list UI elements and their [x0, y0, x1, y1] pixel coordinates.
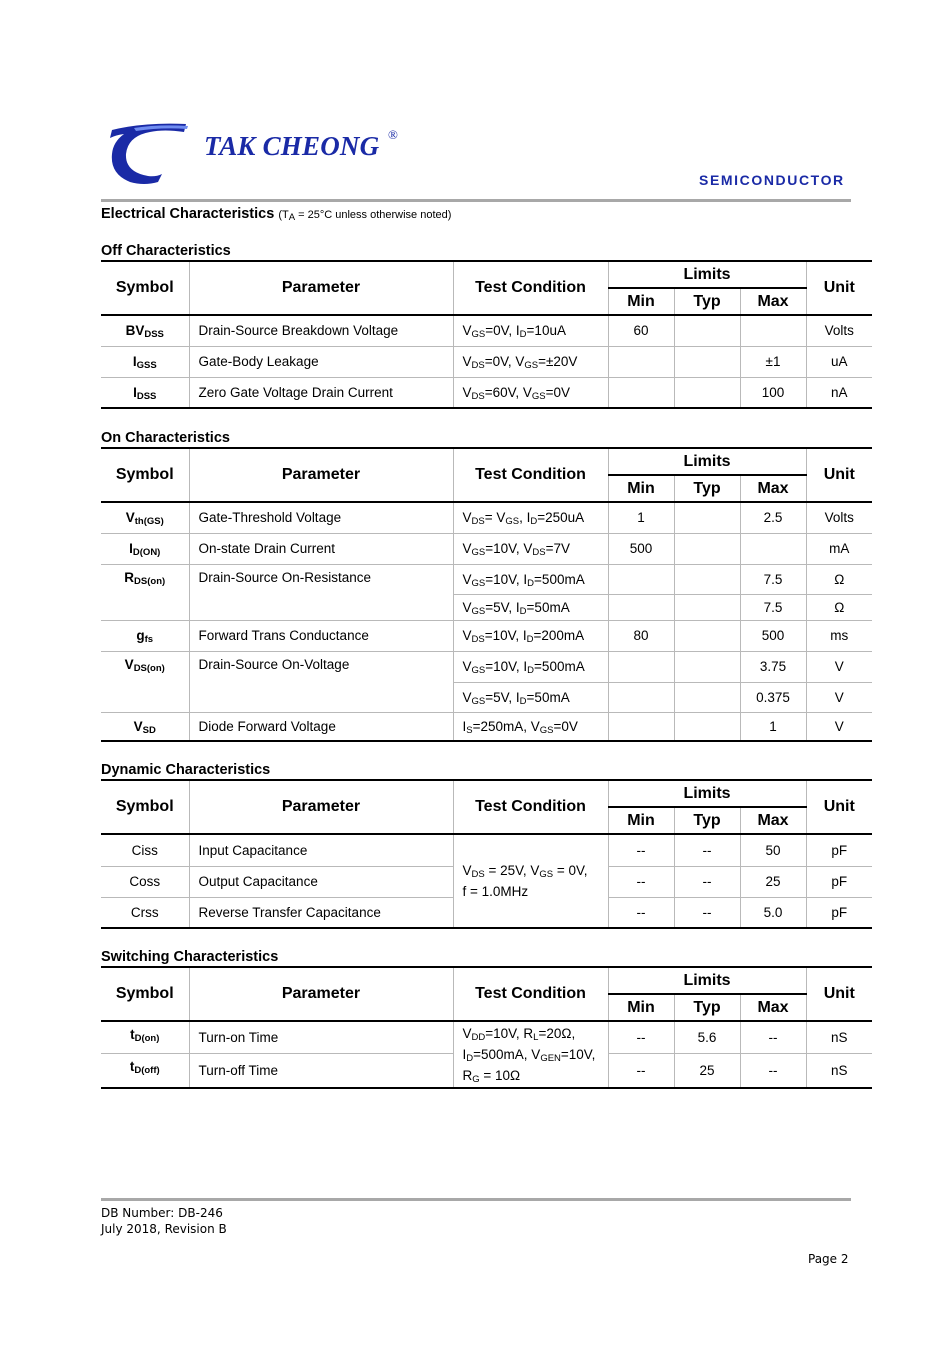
col-min: Min [608, 288, 674, 315]
table-row [101, 315, 872, 346]
section-title-switching: Switching Characteristics [101, 949, 279, 965]
max-cell: 50 [740, 834, 806, 866]
parameter-cell: Turn-off Time [189, 1053, 453, 1088]
typ-cell: -- [674, 866, 740, 897]
typ-cell: -- [674, 834, 740, 866]
col-condition: Test Condition [453, 967, 608, 1021]
min-cell: -- [608, 1021, 674, 1053]
col-max: Max [740, 475, 806, 502]
max-cell: 7.5 [740, 594, 806, 620]
max-cell: ±1 [740, 346, 806, 377]
col-typ: Typ [674, 807, 740, 834]
table-row [101, 377, 872, 408]
parameter-cell: Drain-Source On-Resistance [189, 564, 453, 620]
unit-cell: pF [806, 834, 872, 866]
unit-cell: V [806, 712, 872, 741]
typ-cell [674, 651, 740, 682]
min-cell: 1 [608, 502, 674, 533]
col-typ: Typ [674, 475, 740, 502]
symbol-cell: $t_{D(on)}$ [101, 1021, 189, 1053]
table-row [101, 712, 872, 741]
col-min: Min [608, 807, 674, 834]
symbol-cell: $V_{DS(on)}$ [101, 651, 189, 712]
col-unit: Unit [806, 261, 872, 315]
min-cell: 80 [608, 620, 674, 651]
max-cell: 5.0 [740, 897, 806, 928]
condition-cell: $V_{DS}= V_{GS}$, $I_D=250uA$ [453, 502, 608, 533]
col-unit: Unit [806, 780, 872, 834]
unit-cell: V [806, 651, 872, 682]
min-cell [608, 377, 674, 408]
dynamic-characteristics-table [101, 779, 872, 929]
col-symbol: Symbol [101, 967, 189, 1021]
col-parameter: Parameter [189, 967, 453, 1021]
col-max: Max [740, 807, 806, 834]
title-note: ($T_A = 25^\circ C$ unless otherwise noted) [278, 209, 452, 223]
parameter-cell: On-state Drain Current [189, 533, 453, 564]
col-unit: Unit [806, 967, 872, 1021]
footer-divider [101, 1198, 851, 1201]
max-cell: 1 [740, 712, 806, 741]
symbol-cell: $I_{DSS}$ [101, 377, 189, 408]
parameter-cell: Diode Forward Voltage [189, 712, 453, 741]
typ-cell: 25 [674, 1053, 740, 1088]
min-cell: -- [608, 866, 674, 897]
registered-mark: ® [388, 127, 398, 142]
col-parameter: Parameter [189, 261, 453, 315]
db-number: DB Number: DB-246 [101, 1206, 223, 1220]
col-typ: Typ [674, 994, 740, 1021]
parameter-cell: Drain-Source On-Voltage [189, 651, 453, 712]
condition-cell: $V_{GS}=5V$, $I_D=50mA$ [453, 682, 608, 712]
page-number: Page 2 [808, 1252, 849, 1266]
section-title-off: Off Characteristics [101, 243, 231, 259]
page-title [101, 206, 451, 222]
unit-cell: uA [806, 346, 872, 377]
max-cell [740, 533, 806, 564]
symbol-cell: $BV_{DSS}$ [101, 315, 189, 346]
unit-cell: Ω [806, 594, 872, 620]
off-characteristics-table [101, 260, 872, 409]
col-typ: Typ [674, 288, 740, 315]
max-cell: 0.375 [740, 682, 806, 712]
parameter-cell: Turn-on Time [189, 1021, 453, 1053]
max-cell: 3.75 [740, 651, 806, 682]
symbol-cell: Coss [101, 866, 189, 897]
typ-cell [674, 377, 740, 408]
unit-cell: nA [806, 377, 872, 408]
condition-cell: $V_{GS}=10V$, $I_D=500mA$ [453, 564, 608, 594]
condition-cell: $V_{DS}=0V$, $V_{GS}=\pm 20V$ [453, 346, 608, 377]
parameter-cell: Gate-Threshold Voltage [189, 502, 453, 533]
typ-cell: 5.6 [674, 1021, 740, 1053]
symbol-cell: $t_{D(off)}$ [101, 1053, 189, 1088]
parameter-cell: Gate-Body Leakage [189, 346, 453, 377]
symbol-cell: Crss [101, 897, 189, 928]
typ-cell: -- [674, 897, 740, 928]
min-cell [608, 346, 674, 377]
max-cell: -- [740, 1053, 806, 1088]
col-limits: Limits [608, 780, 806, 807]
table-row [101, 651, 872, 682]
unit-cell: mA [806, 533, 872, 564]
col-condition: Test Condition [453, 780, 608, 834]
min-cell: 60 [608, 315, 674, 346]
unit-cell: Ω [806, 564, 872, 594]
symbol-cell: $V_{SD}$ [101, 712, 189, 741]
max-cell: -- [740, 1021, 806, 1053]
min-cell: -- [608, 834, 674, 866]
min-cell [608, 682, 674, 712]
typ-cell [674, 564, 740, 594]
tak-cheong-logo-icon [104, 116, 194, 186]
col-limits: Limits [608, 448, 806, 475]
unit-cell: pF [806, 897, 872, 928]
unit-cell: ms [806, 620, 872, 651]
symbol-cell: $R_{DS(on)}$ [101, 564, 189, 620]
max-cell: 25 [740, 866, 806, 897]
header-divider [101, 199, 851, 202]
on-characteristics-table [101, 447, 872, 742]
typ-cell [674, 712, 740, 741]
condition-cell: $V_{GS}=0V$, $I_D=10uA$ [453, 315, 608, 346]
unit-cell: nS [806, 1053, 872, 1088]
parameter-cell: Drain-Source Breakdown Voltage [189, 315, 453, 346]
col-symbol: Symbol [101, 780, 189, 834]
typ-cell [674, 620, 740, 651]
typ-cell [674, 315, 740, 346]
symbol-cell: $g_{fs}$ [101, 620, 189, 651]
col-parameter: Parameter [189, 448, 453, 502]
parameter-cell: Forward Trans Conductance [189, 620, 453, 651]
col-condition: Test Condition [453, 261, 608, 315]
max-cell: 500 [740, 620, 806, 651]
min-cell [608, 564, 674, 594]
min-cell: 500 [608, 533, 674, 564]
section-title-on: On Characteristics [101, 430, 230, 446]
max-cell: 2.5 [740, 502, 806, 533]
parameter-cell: Reverse Transfer Capacitance [189, 897, 453, 928]
col-max: Max [740, 994, 806, 1021]
min-cell: -- [608, 897, 674, 928]
min-cell: -- [608, 1053, 674, 1088]
typ-cell [674, 682, 740, 712]
max-cell: 100 [740, 377, 806, 408]
max-cell [740, 315, 806, 346]
table-row [101, 564, 872, 594]
table-row [101, 502, 872, 533]
symbol-cell: $I_{GSS}$ [101, 346, 189, 377]
max-cell: 7.5 [740, 564, 806, 594]
table-row [101, 834, 872, 866]
col-min: Min [608, 994, 674, 1021]
unit-cell: nS [806, 1021, 872, 1053]
min-cell [608, 712, 674, 741]
unit-cell: Volts [806, 315, 872, 346]
typ-cell [674, 533, 740, 564]
parameter-cell: Zero Gate Voltage Drain Current [189, 377, 453, 408]
unit-cell: V [806, 682, 872, 712]
condition-cell: $V_{GS}=10V$, $I_D=500mA$ [453, 651, 608, 682]
condition-cell: $V_{GS}=5V$, $I_D=50mA$ [453, 594, 608, 620]
title-main: Electrical Characteristics [101, 206, 275, 222]
symbol-cell: $V_{th(GS)}$ [101, 502, 189, 533]
col-condition: Test Condition [453, 448, 608, 502]
parameter-cell: Output Capacitance [189, 866, 453, 897]
col-symbol: Symbol [101, 448, 189, 502]
symbol-cell: Ciss [101, 834, 189, 866]
condition-cell: $V_{DS}=10V$, $I_D=200mA$ [453, 620, 608, 651]
parameter-cell: Input Capacitance [189, 834, 453, 866]
min-cell [608, 651, 674, 682]
col-symbol: Symbol [101, 261, 189, 315]
condition-cell: $V_{DS} = 25V$, $V_{GS} = 0V$, f = 1.0MHz [453, 834, 608, 928]
condition-cell: $V_{DD}=10V$, $R_L=20\Omega$, $I_D=500mA$, $V_{GEN}=10V$, $R_G = 10\Omega$ [453, 1021, 608, 1088]
division-label: SEMICONDUCTOR [699, 172, 845, 188]
brand-name: TAK CHEONG [204, 131, 380, 161]
unit-cell: Volts [806, 502, 872, 533]
typ-cell [674, 346, 740, 377]
typ-cell [674, 594, 740, 620]
table-row [101, 1021, 872, 1053]
col-parameter: Parameter [189, 780, 453, 834]
typ-cell [674, 502, 740, 533]
symbol-cell: $I_{D(ON)}$ [101, 533, 189, 564]
switching-characteristics-table [101, 966, 872, 1089]
col-limits: Limits [608, 967, 806, 994]
section-title-dynamic: Dynamic Characteristics [101, 762, 271, 778]
unit-cell: pF [806, 866, 872, 897]
col-unit: Unit [806, 448, 872, 502]
condition-cell: $I_S=250mA$, $V_{GS}=0V$ [453, 712, 608, 741]
table-row [101, 620, 872, 651]
condition-cell: $V_{GS}=10V$, $V_{DS}=7V$ [453, 533, 608, 564]
condition-cell: $V_{DS}=60V$, $V_{GS}=0V$ [453, 377, 608, 408]
revision-date: July 2018, Revision B [101, 1222, 227, 1236]
min-cell [608, 594, 674, 620]
table-row [101, 346, 872, 377]
table-row [101, 533, 872, 564]
col-min: Min [608, 475, 674, 502]
col-max: Max [740, 288, 806, 315]
col-limits: Limits [608, 261, 806, 288]
